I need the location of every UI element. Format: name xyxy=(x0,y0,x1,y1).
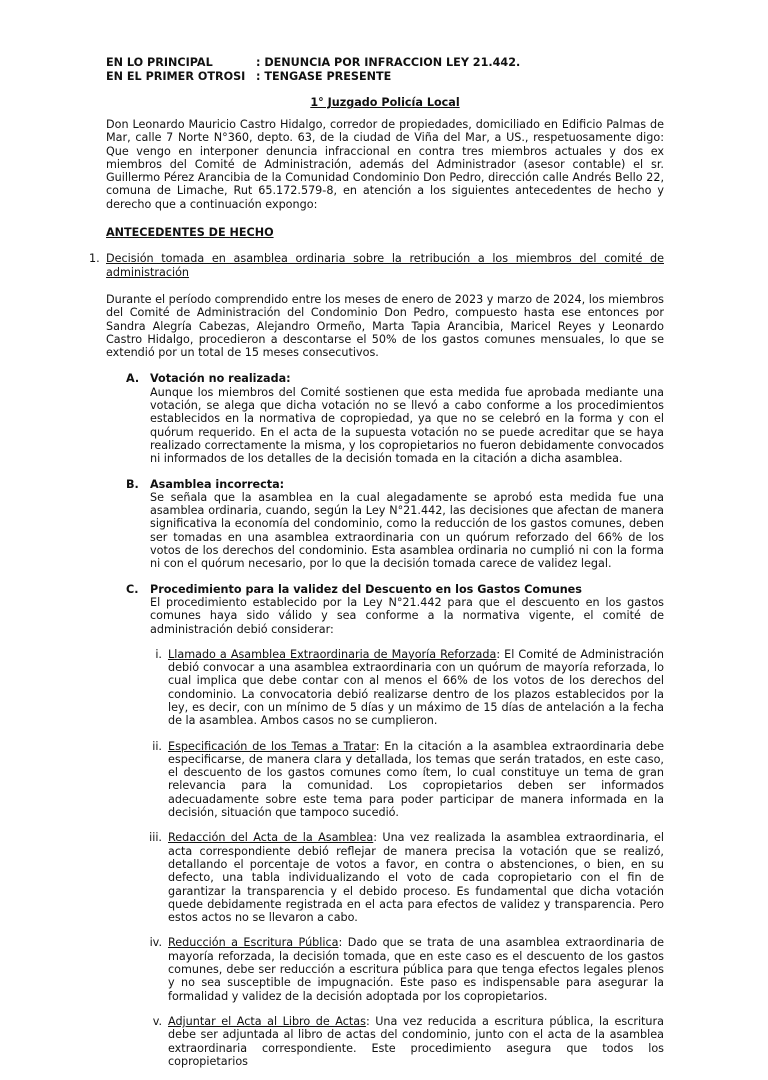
intro-paragraph: Don Leonardo Mauricio Castro Hidalgo, corredor de propiedades, domiciliado en Edificio Palmas de Mar, calle 7 Norte N°360, depto. 63, de la ciudad de Viña del Mar, a US., respetuosamente digo: Que vengo en interponer denuncia infraccional en contra tres miembros actuales y dos ex miembros del Comité de Administración, además del Administrador (asesor contable) el sr. Guillermo Pérez Arancibia de la Comunidad Condominio Don Pedro, dirección calle Andrés Bello 22, comuna de Limache, Rut 65.172.579-8, en atención a los siguientes antecedentes de hecho y derecho que a continuación expongo: xyxy=(106,118,664,211)
roman-item-ii xyxy=(152,739,664,820)
roman-item-title: Llamado a Asamblea Extraordinaria de Mayoría Reforzada xyxy=(168,647,497,661)
document-header xyxy=(106,56,520,84)
item-number: 1. xyxy=(89,252,100,266)
header-principal-label: EN LO PRINCIPAL xyxy=(106,56,213,69)
sub-item-title: Asamblea incorrecta: xyxy=(150,477,285,491)
section-title: ANTECEDENTES DE HECHO xyxy=(106,226,274,240)
document-body xyxy=(89,118,665,1080)
header-otrosi-label: EN EL PRIMER OTROSI xyxy=(106,70,246,83)
roman-numeral: i. xyxy=(155,647,162,661)
sub-item-text: El procedimiento establecido por la Ley N°21.442 para que el descuento en los gastos comunes haya sido válido y sea conforme a la normativa vigente, el comité de administración debió considerar: xyxy=(150,595,664,636)
sub-item-letter: B. xyxy=(126,477,139,491)
roman-item-text: : Dado que se trata de una asamblea extraordinaria de mayoría reforzada, la decisión tomada, que en este caso es el descuento de los gastos comunes, debe ser reducción a escritura pública para que tenga efectos legales plenos y no sea susceptible de impugnación. Este paso es indispensable para asegurar la formalidad y validez de la decisión adoptada por los copropietarios. xyxy=(168,936,664,1003)
roman-item-i xyxy=(155,647,664,728)
sub-item-c xyxy=(126,582,664,636)
roman-numeral: v. xyxy=(152,1014,162,1028)
roman-item-title: Reducción a Escritura Pública xyxy=(168,936,339,950)
roman-item-iii xyxy=(149,831,665,925)
sub-item-text: Se señala que la asamblea en la cual alegadamente se aprobó esta medida fue una asamblea ordinaria, cuando, según la Ley N°21.442, las decisiones que afectan de manera significativa la economía del condominio, como la reducción de los gastos comunes, deben ser tomadas en una asamblea extraordinaria con un quórum reforzado del 66% de los votos de los derechos del condominio. Esta asamblea ordinaria no cumplió ni con la forma ni con el quórum necesario, por lo que la decisión tomada carece de validez legal. xyxy=(150,490,664,571)
roman-item-title: Redacción del Acta de la Asamblea xyxy=(168,831,374,845)
roman-numeral: iv. xyxy=(149,936,162,950)
header-principal-value: : DENUNCIA POR INFRACCION LEY 21.442. xyxy=(256,56,521,69)
sub-item-b xyxy=(126,477,664,571)
sub-item-title: Procedimiento para la validez del Descuento en los Gastos Comunes xyxy=(150,582,582,596)
roman-numeral: iii. xyxy=(149,831,162,845)
roman-item-text: : El Comité de Administración debió convocar a una asamblea extraordinaria con un quórum de mayoría reforzada, lo cual implica que debe contar con al menos el 66% de los votos de los derechos del condominio. La convocatoria debió realizarse dentro de los plazos establecidos por la ley, es decir, con un mínimo de 5 días y un máximo de 15 días de antelación a la fecha de la asamblea. Ambos casos no se cumplieron. xyxy=(168,647,664,728)
roman-item-text: : Una vez realizada la asamblea extraordinaria, el acta correspondiente debió reflejar de manera precisa la votación que se realizó, detallando el porcentaje de votos a favor, en contra o abstenciones, o bien, en su defecto, una tabla individualizando el voto de cada copropietario con el fin de garantizar la transparencia y el debido proceso. Es fundamental que dicha votación quede debidamente registrada en el acta para efectos de validez y transparencia. Pero estos actos no se llevaron a cabo. xyxy=(168,831,665,925)
roman-item-text: : En la citación a la asamblea extraordinaria debe especificarse, de manera clara y detallada, los temas que serán tratados, en este caso, el descuento de los gastos comunes como ítem, lo cual constituye un tema de gran relevancia para la comunidad. Los copropietarios deben ser informados adecuadamente sobre este tema para poder participar de manera informada en la decisión, situación que tampoco sucedió. xyxy=(168,739,664,820)
item-1-title: Decisión tomada en asamblea ordinaria sobre la retribución a los miembros del comité de administración xyxy=(106,252,664,279)
roman-numeral: ii. xyxy=(152,739,162,753)
sub-item-a xyxy=(126,372,664,466)
roman-item-title: Adjuntar el Acta al Libro de Actas xyxy=(168,1014,366,1028)
numbered-item-1 xyxy=(89,252,664,279)
roman-item-title: Especificación de los Temas a Tratar xyxy=(168,739,376,753)
header-otrosi-value: : TENGASE PRESENTE xyxy=(256,70,392,83)
sub-item-text: Aunque los miembros del Comité sostienen que esta medida fue aprobada mediante una votación, se alega que dicha votación no se llevó a cabo conforme a los procedimientos establecidos en la normativa de copropiedad, ya que no se celebró en la forma y con el quórum requerido. En el acta de la supuesta votación no se puede acreditar que se haya realizado correctamente la misma, y los copropietarios no fueron debidamente convocados ni informados de los detalles de la decisión tomada en la citación a dicha asamblea. xyxy=(150,385,664,466)
sub-item-letter: A. xyxy=(126,372,140,386)
header-line-principal xyxy=(106,56,520,70)
court-title: 1° Juzgado Policía Local xyxy=(310,96,460,109)
roman-item-iv xyxy=(149,936,664,1003)
sub-item-title: Votación no realizada: xyxy=(150,372,291,386)
roman-item-text: : Una vez reducida a escritura pública, la escritura debe ser adjuntada al libro de actas del condominio, junto con el acta de la asamblea extraordinaria correspondiente. Este procedimiento asegura que todos los copropietarios xyxy=(168,1014,664,1068)
sub-item-letter: C. xyxy=(126,582,139,596)
item-1-paragraph: Durante el período comprendido entre los meses de enero de 2023 y marzo de 2024, los miembros del Comité de Administración del Condominio Don Pedro, compuesto hasta ese entonces por Sandra Alegría Cabezas, Alejandro Ormeño, Marta Tapia Arancibia, Maricel Reyes y Leonardo Castro Hidalgo, procedieron a descontarse el 50% de los gastos comunes mensuales, lo que se extendió por un total de 15 meses consecutivos. xyxy=(106,292,664,360)
header-line-otrosi xyxy=(106,70,520,84)
roman-item-v xyxy=(152,1014,664,1068)
